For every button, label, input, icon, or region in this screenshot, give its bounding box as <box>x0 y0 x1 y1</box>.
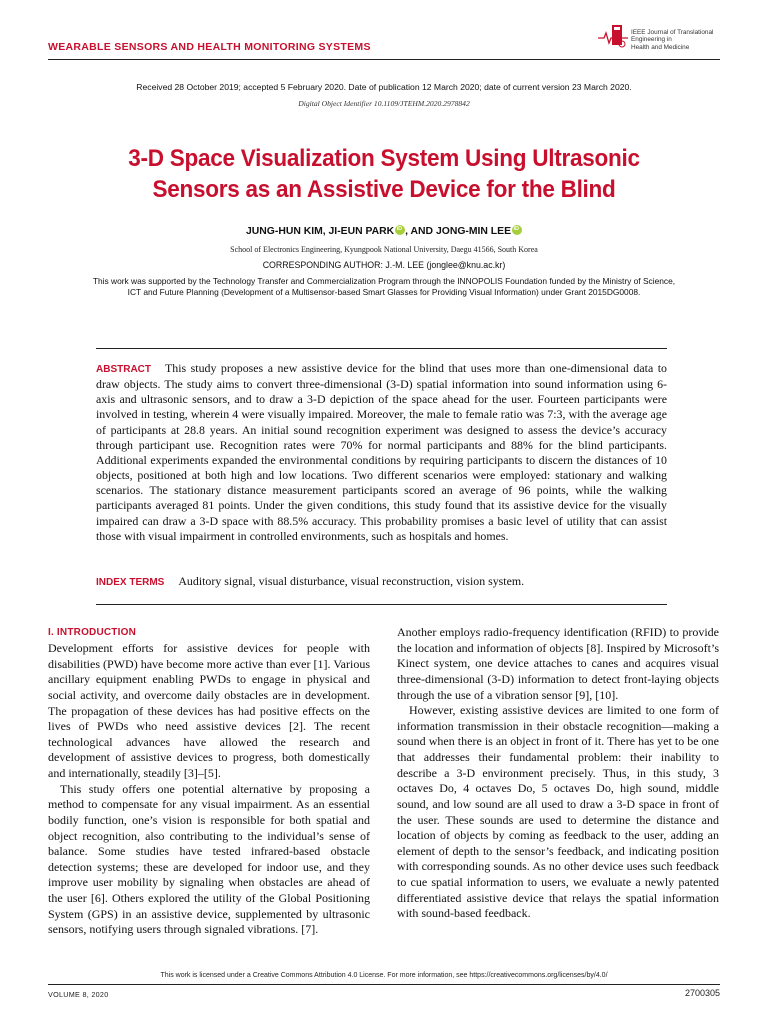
paper-title-line-2: Sensors as an Assistive Device for the Blind <box>152 176 616 203</box>
journal-logo-line-3: Health and Medicine <box>631 43 690 51</box>
doi[interactable]: Digital Object Identifier 10.1109/JTEHM.2020.2978842 <box>298 99 470 108</box>
section-heading-introduction: I. INTRODUCTION <box>48 627 136 638</box>
volume-info: VOLUME 8, 2020 <box>48 990 109 999</box>
journal-logo-text <box>631 29 713 51</box>
abstract-label: ABSTRACT <box>96 364 151 375</box>
corresponding-author: CORRESPONDING AUTHOR: J.-M. LEE (jonglee@knu.ac.kr) <box>262 260 506 270</box>
journal-logo-icon <box>598 24 630 50</box>
section-header: WEARABLE SENSORS AND HEALTH MONITORING SYSTEMS <box>48 41 371 53</box>
body-paragraph: However, existing assistive devices are limited to one form of information transmission in their obstacle recognition—making a sound when there is an object in front of it. There has yet to be one that addresses their fundamental problem: their inability to describe a 3-D environment precisely. Thus, in this study, 3 octaves Do, 4 octaves Do, 5 octaves Do, high sound, middle sound, and low sound are all used to draw a 3-D space in front of the user. These sounds are used to determine the distance and location of objects by coming as feedback to the user, adding an element of depth to the sensor’s feedback, and indicating position with corresponding sounds. As no other device uses such feedback to cue spatial information to users, we evaluate a newly patented differentiated assistive device that relays the spatial information with sound-based feedback. <box>397 703 719 921</box>
author-2: JI-EUN PARK <box>328 226 395 237</box>
abstract-text: This study proposes a new assistive device for the blind that uses more than one-dimensional data to draw objects. The study aims to convert three-dimensional (3-D) spatial information into sound information using 6-axis and ultrasonic sensors, and to draw a 3-D depiction of the space ahead for the user. Fourteen participants were involved in testing, wherein 4 were visually impaired. Moreover, the male to female ratio was 7:3, with the average age of participants at 28.8 years. An initial sound recognition experiment was designed to assess the device’s accuracy through participant use. Recognition rates were 70% for normal participants and 88% for the blind participants. Additional experiments expanded the environmental conditions by requiring participants to discern the distances of 10 objects, positioned at both high and low locations. Two different scenarios were employed: stationary and walking scenarios. The stationary distance measurement participants scored an average of 96 points, while the walking participants averaged 81 points. Under the given conditions, this study found that its assistive device for the visually impaired can draw a 3-D space with 88.5% accuracy. This probability promises a basic level of utility that can assist those with visual impairment in controlled environments, such as hospitals and homes. <box>96 361 667 543</box>
article-number: 2700305 <box>684 988 720 998</box>
orcid-icon[interactable] <box>395 225 405 235</box>
author-list <box>0 225 768 237</box>
author-3: JONG-MIN LEE <box>435 226 512 237</box>
publication-dates: Received 28 October 2019; accepted 5 February 2020. Date of publication 12 March 2020; date of current version 23 March 2020. <box>136 82 632 92</box>
abstract-rule-bottom <box>96 604 667 605</box>
body-column-left <box>48 641 370 938</box>
affiliation: School of Electronics Engineering, Kyungpook National University, Daegu 41566, South Korea <box>230 245 538 254</box>
journal-logo-line-2: Engineering in <box>631 36 672 44</box>
paper-title-line-1: 3-D Space Visualization System Using Ultrasonic <box>128 145 640 172</box>
abstract-rule-top <box>96 348 667 349</box>
paper-title <box>104 143 663 205</box>
body-paragraph: Another employs radio-frequency identification (RFID) to provide the location and information of objects [8]. Inspired by Microsoft’s Kinect system, one device attaches to canes and acquires visual three-dimensional (3-D) information to detect front-laying objects through the use of a vibration sensor [9], [10]. <box>397 625 719 702</box>
author-1: JUNG-HUN KIM, <box>245 226 329 237</box>
abstract <box>96 361 667 544</box>
journal-logo <box>598 20 720 54</box>
index-terms-label: INDEX TERMS <box>96 577 165 588</box>
author-connector: , AND <box>405 226 436 237</box>
body-paragraph: This study offers one potential alternative by proposing a method to compensate for any visual impairment. As an essential bodily function, one’s vision is responsible for both spatial and object recognition, also contributing to the individual’s sense of balance. Some studies have tested infrared-based obstacle detection systems; these are developed for indoor use, and they improve user mobility by signaling when obstacles are ahead of the user [6]. Others explored the utility of the Global Positioning System (GPS) in an assistive device, supplemented by ultrasonic sensors, notifying users through signaled vibrations. [7]. <box>48 781 370 937</box>
body-column-right <box>397 625 719 922</box>
index-terms <box>96 574 667 589</box>
license-note: This work is licensed under a Creative Commons Attribution 4.0 License. For more information, see https://creativecommons.org/licenses/by/4.0/ <box>160 972 608 979</box>
index-terms-text: Auditory signal, visual disturbance, visual reconstruction, vision system. <box>178 574 525 588</box>
funding-note: This work was supported by the Technology Transfer and Commercialization Program through the INNOPOLIS Foundation funded by the Ministry of Science, ICT and Future Planning (Development of a Multisensor-based Smart Glasses for Providing Visual Information) under Grant 2015DG0008. <box>92 276 676 297</box>
header-rule <box>48 59 720 60</box>
journal-logo-line-1: IEEE Journal of Translational <box>631 29 714 36</box>
body-paragraph: Development efforts for assistive devices for people with disabilities (PWD) have become more active than ever [1]. Various ancillary equipment enabling PWDs to engage in physical and social activity, and overcome daily obstacles are in development. The propagation of these devices has had positive effects on the lives of PWDs who need assistive devices [2]. The recent technological advances have allowed the research and development of assistive devices to progress, both domestically and internationally, steadily [3]–[5]. <box>48 641 370 780</box>
orcid-icon[interactable] <box>512 225 522 235</box>
footer-rule <box>48 984 720 985</box>
